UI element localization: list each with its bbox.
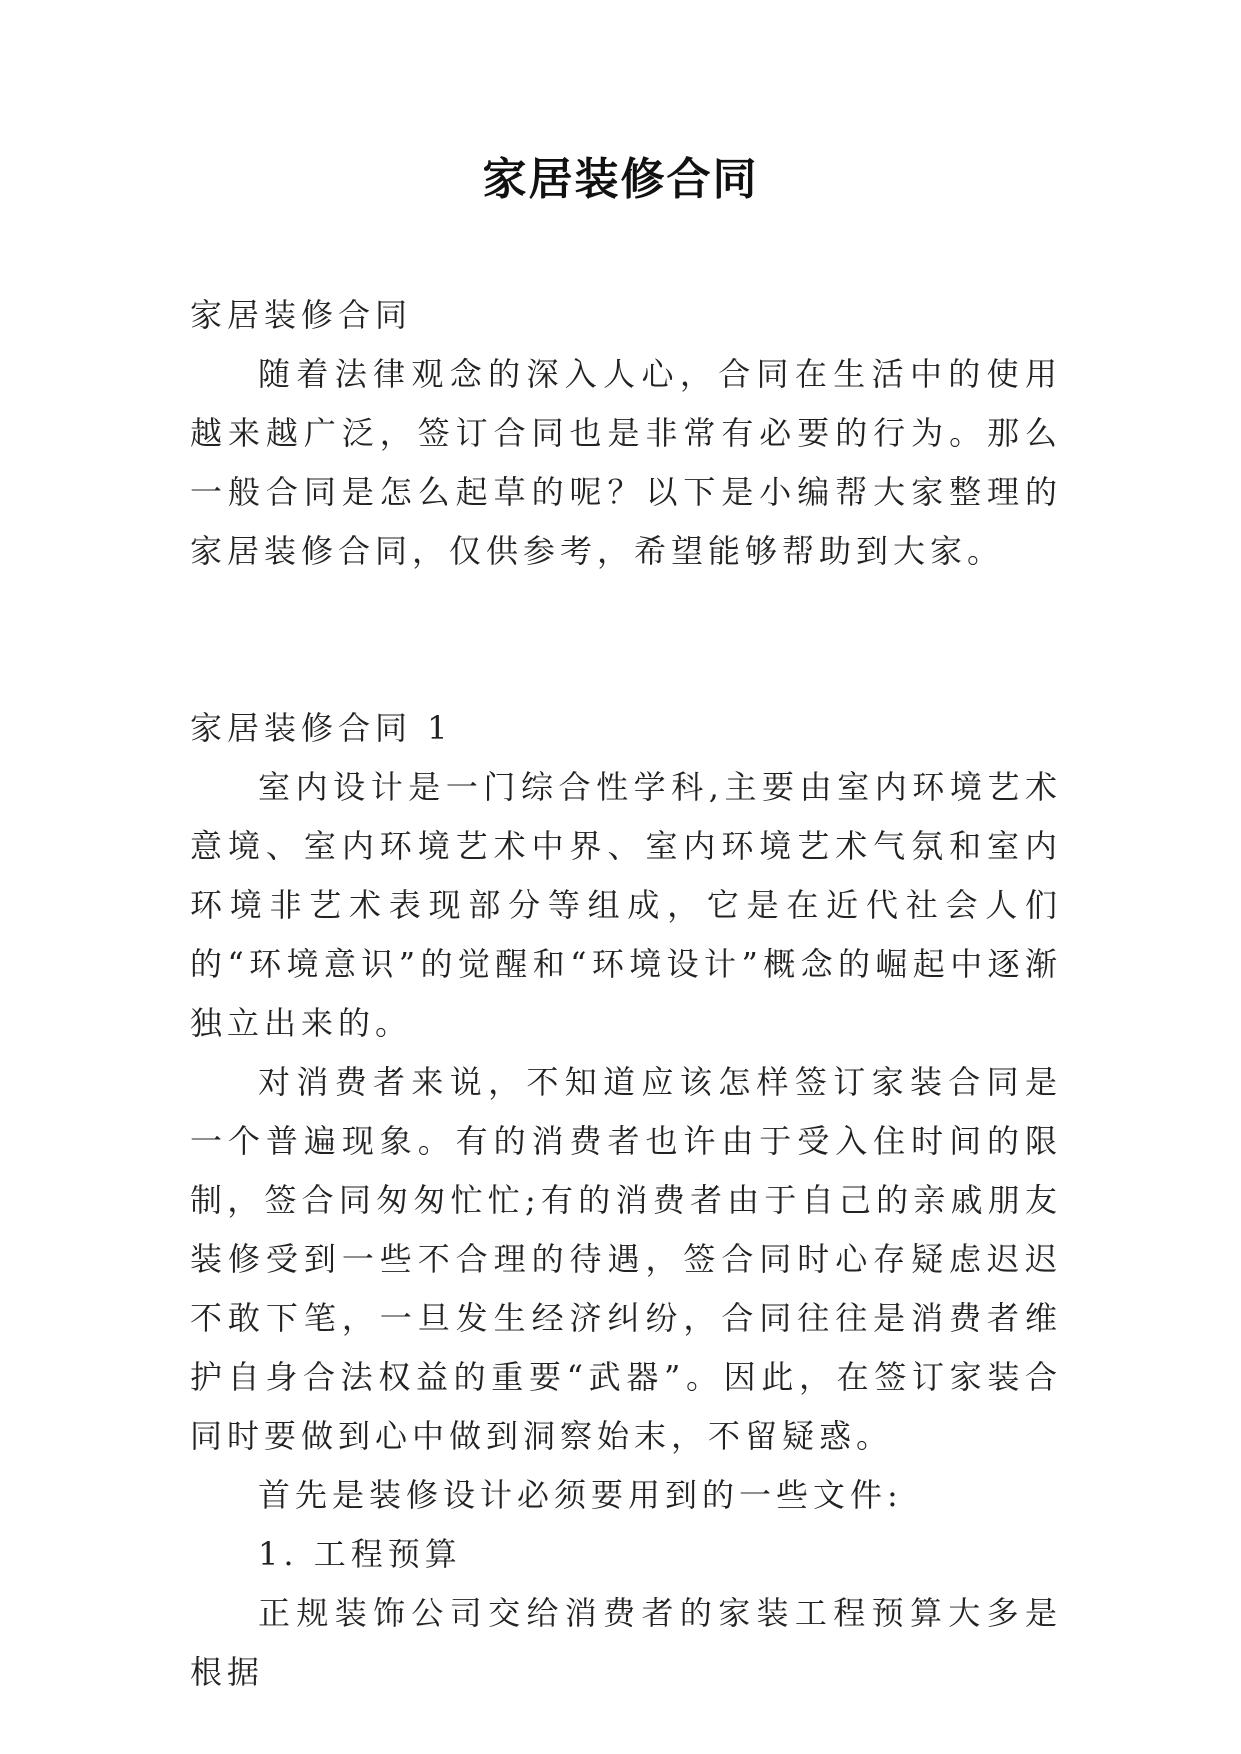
body-paragraph: 首先是装修设计必须要用到的一些文件: [258, 1476, 903, 1514]
body-paragraph: 室内设计是一门综合性学科,主要由室内环境艺术意境、室内环境艺术中界、室内环境艺术气氛和室内环境非艺术表现部分等组成，它是在近代社会人们的“环境意识”的觉醒和“环境设计”概念的崛起中逐渐独立出来的。 [190, 768, 1062, 1042]
section-spacer [190, 581, 1062, 699]
list-item-heading: 1. 工程预算 [258, 1535, 462, 1573]
body-paragraph: 对消费者来说，不知道应该怎样签订家装合同是一个普遍现象。有的消费者也许由于受入住时间的限制，签合同匆匆忙忙;有的消费者由于自己的亲戚朋友装修受到一些不合理的待遇，签合同时心存疑虑迟迟不敢下笔，一旦发生经济纠纷，合同往往是消费者维护自身合法权益的重要“武器”。因此，在签订家装合同时要做到心中做到洞察始末，不留疑惑。 [190, 1063, 1062, 1455]
section-heading-contract-1: 家居装修合同 1 [190, 709, 453, 747]
document-body [190, 286, 1062, 1702]
document-title: 家居装修合同 [482, 154, 759, 205]
section-heading-intro: 家居装修合同 [190, 296, 413, 334]
body-paragraph: 正规装饰公司交给消费者的家装工程预算大多是根据 [190, 1594, 1062, 1691]
intro-paragraph: 随着法律观念的深入人心，合同在生活中的使用越来越广泛，签订合同也是非常有必要的行为。那么一般合同是怎么起草的呢？以下是小编帮大家整理的家居装修合同，仅供参考，希望能够帮助到大家。 [190, 355, 1062, 570]
